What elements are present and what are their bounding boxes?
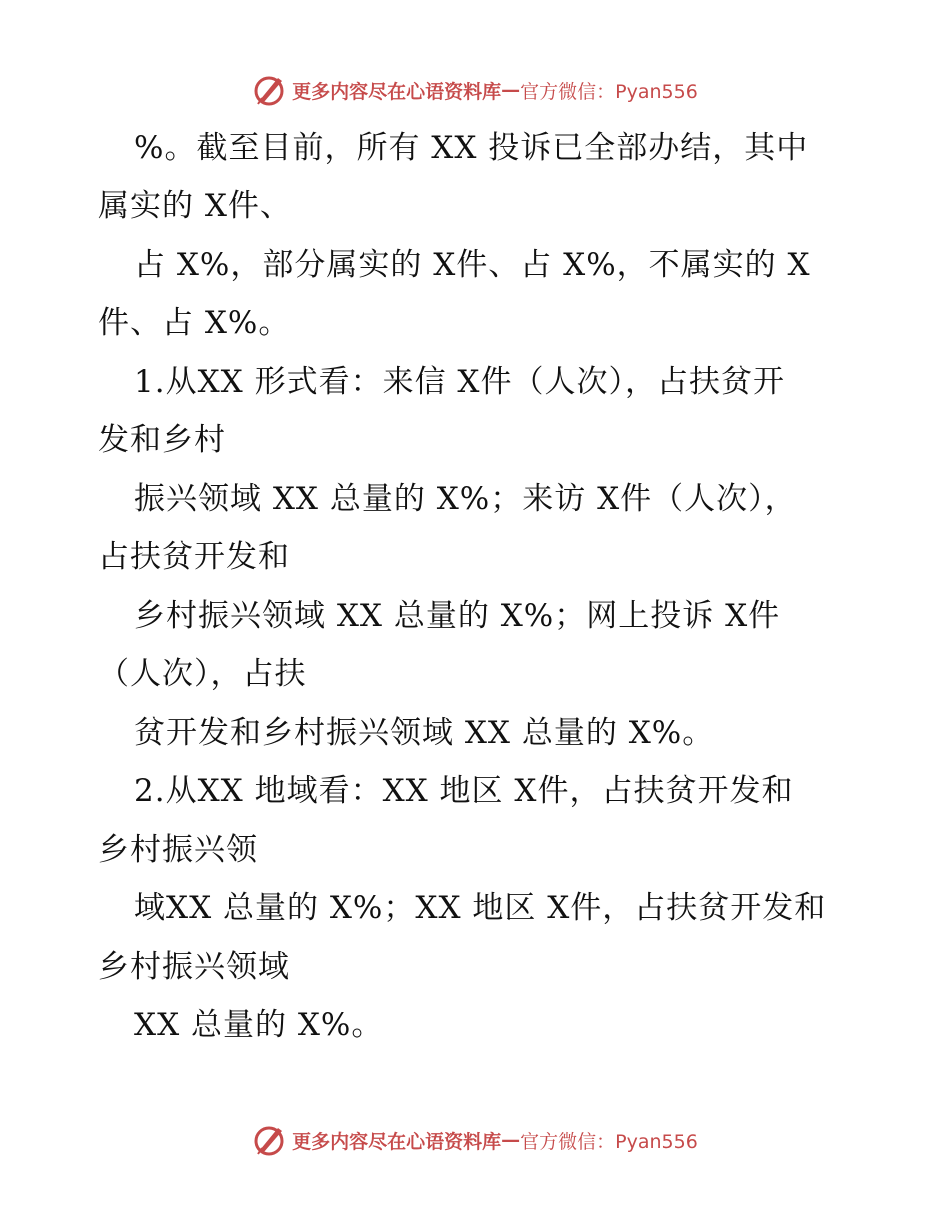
text-line: 乡村振兴领域 [98,949,290,985]
text-line: 2.从XX 地域看：XX 地区 X件，占扶贫开发和 [134,773,794,809]
text-line: 1.从XX 形式看：来信 X件（人次），占扶贫开 [134,364,785,400]
text-line: 乡村振兴领 [98,832,258,868]
footer-watermark [0,1120,950,1160]
watermark-wechat-text: 官方微信：Pyan556 [520,80,698,103]
watermark-wechat-text: 官方微信：Pyan556 [520,1130,698,1153]
text-line: 贫开发和乡村振兴领域 XX 总量的 X%。 [134,715,715,751]
text-line: 件、占 X%。 [98,305,291,341]
watermark-site-text: 更多内容尽在心语资料库 [292,1130,502,1153]
text-line: 占 X%，部分属实的 X件、占 X%，不属实的 X [134,247,811,283]
text-line: （人次），占扶 [98,656,307,692]
text-line: 乡村振兴领域 XX 总量的 X%；网上投诉 X件 [134,598,781,634]
text-line: 发和乡村 [98,422,226,458]
watermark-dash: — [501,1129,521,1151]
quill-pen-circle-icon [252,1122,288,1158]
text-line: 域XX 总量的 X%；XX 地区 X件，占扶贫开发和 [134,890,827,926]
text-line: 振兴领域 XX 总量的 X%；来访 X件（人次）， [134,481,797,517]
watermark-site-text: 更多内容尽在心语资料库 [292,80,502,103]
text-line: XX 总量的 X%。 [134,1007,384,1043]
text-line: 属实的 X件、 [98,188,292,224]
watermark-dash: — [501,79,521,101]
text-line: %。截至目前，所有 XX 投诉已全部办结，其中 [134,130,809,166]
text-line: 占扶贫开发和 [98,539,290,575]
